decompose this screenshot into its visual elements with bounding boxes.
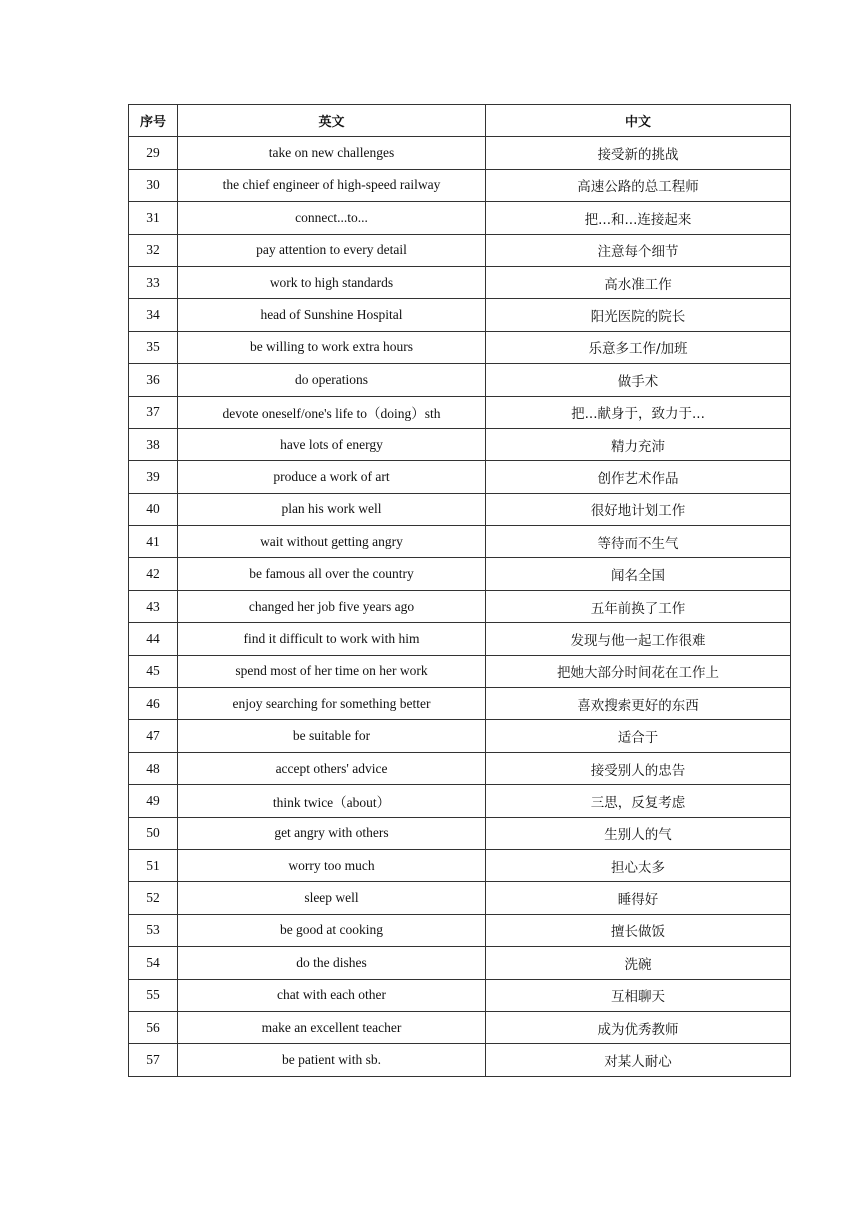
row-chinese: 睡得好 xyxy=(486,882,791,914)
table-row xyxy=(129,623,791,655)
row-number: 54 xyxy=(129,947,178,979)
row-number: 44 xyxy=(129,623,178,655)
row-chinese: 接受别人的忠告 xyxy=(486,752,791,784)
vocabulary-table xyxy=(128,104,791,1077)
row-number: 53 xyxy=(129,914,178,946)
table-row xyxy=(129,785,791,817)
row-number: 33 xyxy=(129,266,178,298)
table-row xyxy=(129,752,791,784)
row-number: 46 xyxy=(129,688,178,720)
row-number: 32 xyxy=(129,234,178,266)
row-english: chat with each other xyxy=(178,979,486,1011)
row-chinese: 很好地计划工作 xyxy=(486,493,791,525)
row-chinese: 乐意多工作/加班 xyxy=(486,331,791,363)
table-row xyxy=(129,266,791,298)
row-number: 39 xyxy=(129,461,178,493)
table-row xyxy=(129,590,791,622)
row-english: be suitable for xyxy=(178,720,486,752)
row-english: head of Sunshine Hospital xyxy=(178,299,486,331)
table-row xyxy=(129,526,791,558)
table-row xyxy=(129,137,791,169)
row-english: accept others' advice xyxy=(178,752,486,784)
row-number: 51 xyxy=(129,849,178,881)
row-english: do the dishes xyxy=(178,947,486,979)
table-row xyxy=(129,914,791,946)
row-number: 30 xyxy=(129,169,178,201)
row-chinese: 等待而不生气 xyxy=(486,526,791,558)
row-chinese: 三思，反复考虑 xyxy=(486,785,791,817)
table-row xyxy=(129,169,791,201)
row-chinese: 洗碗 xyxy=(486,947,791,979)
table-row xyxy=(129,817,791,849)
row-chinese: 高水准工作 xyxy=(486,266,791,298)
row-number: 47 xyxy=(129,720,178,752)
table-row xyxy=(129,1011,791,1043)
row-number: 48 xyxy=(129,752,178,784)
row-chinese: 做手术 xyxy=(486,364,791,396)
table-row xyxy=(129,688,791,720)
row-english: worry too much xyxy=(178,849,486,881)
table-row xyxy=(129,428,791,460)
row-english: enjoy searching for something better xyxy=(178,688,486,720)
row-english: sleep well xyxy=(178,882,486,914)
row-english: be patient with sb. xyxy=(178,1044,486,1076)
header-chinese: 中文 xyxy=(486,105,791,137)
row-english: make an excellent teacher xyxy=(178,1011,486,1043)
row-number: 56 xyxy=(129,1011,178,1043)
row-chinese: 闻名全国 xyxy=(486,558,791,590)
header-english: 英文 xyxy=(178,105,486,137)
table-row xyxy=(129,1044,791,1076)
row-number: 37 xyxy=(129,396,178,428)
table-row xyxy=(129,720,791,752)
row-english: pay attention to every detail xyxy=(178,234,486,266)
row-english: changed her job five years ago xyxy=(178,590,486,622)
row-number: 45 xyxy=(129,655,178,687)
row-chinese: 对某人耐心 xyxy=(486,1044,791,1076)
row-number: 31 xyxy=(129,202,178,234)
table-row xyxy=(129,461,791,493)
row-chinese: 生别人的气 xyxy=(486,817,791,849)
row-english: have lots of energy xyxy=(178,428,486,460)
row-chinese: 适合于 xyxy=(486,720,791,752)
row-english: the chief engineer of high-speed railway xyxy=(178,169,486,201)
row-number: 43 xyxy=(129,590,178,622)
row-english: work to high standards xyxy=(178,266,486,298)
row-english: connect...to... xyxy=(178,202,486,234)
row-number: 36 xyxy=(129,364,178,396)
row-chinese: 接受新的挑战 xyxy=(486,137,791,169)
row-chinese: 阳光医院的院长 xyxy=(486,299,791,331)
row-english: find it difficult to work with him xyxy=(178,623,486,655)
table-row xyxy=(129,979,791,1011)
table-row xyxy=(129,364,791,396)
row-number: 41 xyxy=(129,526,178,558)
row-chinese: 喜欢搜索更好的东西 xyxy=(486,688,791,720)
row-english: devote oneself/one's life to（doing）sth xyxy=(178,396,486,428)
row-number: 57 xyxy=(129,1044,178,1076)
row-english: be willing to work extra hours xyxy=(178,331,486,363)
row-chinese: 创作艺术作品 xyxy=(486,461,791,493)
row-english: get angry with others xyxy=(178,817,486,849)
row-number: 29 xyxy=(129,137,178,169)
row-english: wait without getting angry xyxy=(178,526,486,558)
row-english: be famous all over the country xyxy=(178,558,486,590)
row-english: plan his work well xyxy=(178,493,486,525)
row-number: 35 xyxy=(129,331,178,363)
table-row xyxy=(129,299,791,331)
table-row xyxy=(129,331,791,363)
row-chinese: 五年前换了工作 xyxy=(486,590,791,622)
table-row xyxy=(129,558,791,590)
row-chinese: 成为优秀教师 xyxy=(486,1011,791,1043)
row-english: be good at cooking xyxy=(178,914,486,946)
row-number: 49 xyxy=(129,785,178,817)
row-number: 42 xyxy=(129,558,178,590)
table-header-row xyxy=(129,105,791,137)
table-row xyxy=(129,493,791,525)
table-row xyxy=(129,396,791,428)
table-row xyxy=(129,202,791,234)
row-english: think twice（about） xyxy=(178,785,486,817)
row-number: 52 xyxy=(129,882,178,914)
row-chinese: 把她大部分时间花在工作上 xyxy=(486,655,791,687)
row-number: 55 xyxy=(129,979,178,1011)
row-chinese: 精力充沛 xyxy=(486,428,791,460)
row-chinese: 发现与他一起工作很难 xyxy=(486,623,791,655)
row-number: 50 xyxy=(129,817,178,849)
row-number: 40 xyxy=(129,493,178,525)
row-chinese: 高速公路的总工程师 xyxy=(486,169,791,201)
row-english: produce a work of art xyxy=(178,461,486,493)
row-english: do operations xyxy=(178,364,486,396)
table-row xyxy=(129,882,791,914)
row-english: take on new challenges xyxy=(178,137,486,169)
row-chinese: 擅长做饭 xyxy=(486,914,791,946)
table-row xyxy=(129,655,791,687)
table-row xyxy=(129,947,791,979)
row-chinese: 注意每个细节 xyxy=(486,234,791,266)
row-chinese: 担心太多 xyxy=(486,849,791,881)
header-number: 序号 xyxy=(129,105,178,137)
table-row xyxy=(129,849,791,881)
row-number: 34 xyxy=(129,299,178,331)
table-row xyxy=(129,234,791,266)
row-chinese: 互相聊天 xyxy=(486,979,791,1011)
row-chinese: 把...和...连接起来 xyxy=(486,202,791,234)
row-chinese: 把...献身于，致力于... xyxy=(486,396,791,428)
row-number: 38 xyxy=(129,428,178,460)
row-english: spend most of her time on her work xyxy=(178,655,486,687)
